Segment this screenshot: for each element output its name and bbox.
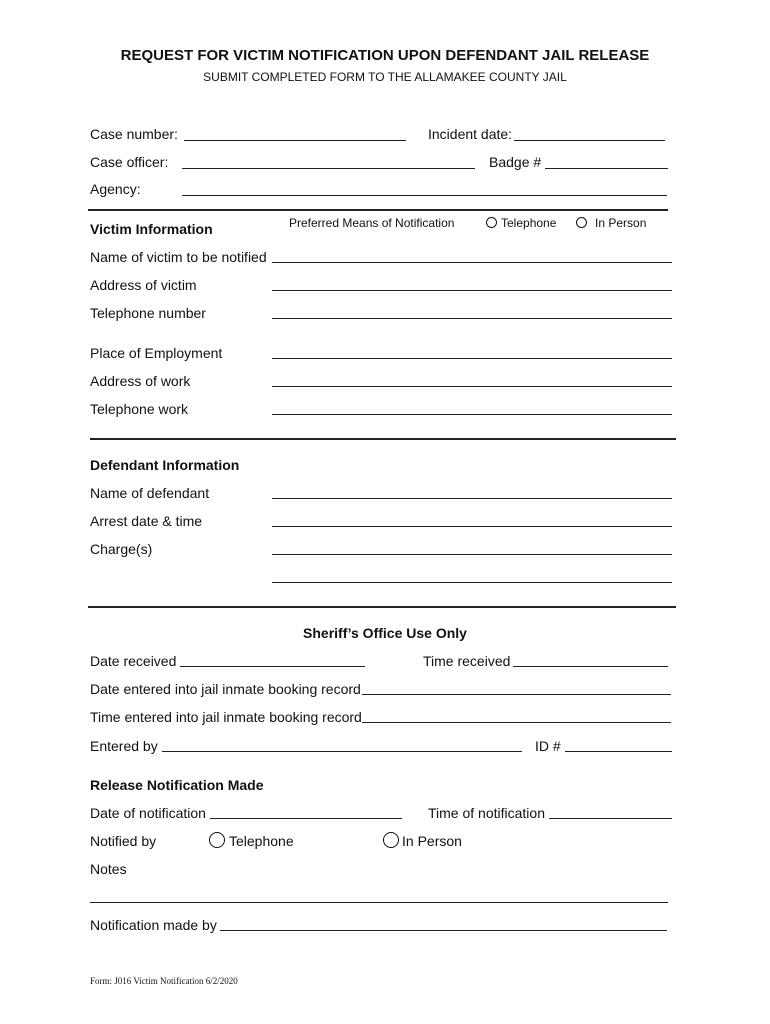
work-telephone-label: Telephone work bbox=[90, 401, 189, 417]
form-title: REQUEST FOR VICTIM NOTIFICATION UPON DEFENDANT JAIL RELEASE bbox=[120, 47, 650, 64]
victim-info-heading: Victim Information bbox=[90, 221, 213, 237]
form-footer-id: Form: J016 Victim Notification 6/2/2020 bbox=[90, 976, 238, 986]
notified-in-person-radio[interactable] bbox=[383, 832, 399, 848]
work-address-field[interactable] bbox=[272, 386, 672, 387]
id-field[interactable] bbox=[565, 751, 672, 752]
release-notification-heading: Release Notification Made bbox=[90, 777, 264, 793]
arrest-date-label: Arrest date & time bbox=[90, 513, 203, 529]
time-received-field[interactable] bbox=[513, 666, 668, 667]
defendant-name-field[interactable] bbox=[272, 498, 672, 499]
employment-label: Place of Employment bbox=[90, 345, 223, 361]
notified-telephone-radio[interactable] bbox=[209, 832, 225, 848]
preferred-notification-label: Preferred Means of Notification bbox=[289, 216, 455, 230]
victim-name-field[interactable] bbox=[272, 262, 672, 263]
in-person-option-label: In Person bbox=[595, 216, 647, 230]
notes-field[interactable] bbox=[90, 902, 668, 903]
victim-address-field[interactable] bbox=[272, 290, 672, 291]
arrest-date-field[interactable] bbox=[272, 526, 672, 527]
notified-in-person-label: In Person bbox=[402, 833, 462, 849]
notification-date-label: Date of notification bbox=[90, 805, 206, 821]
notified-by-label: Notified by bbox=[90, 833, 157, 849]
case-number-label: Case number: bbox=[90, 126, 178, 142]
time-received-label: Time received bbox=[423, 653, 511, 669]
notification-time-label: Time of notification bbox=[428, 805, 545, 821]
charges-field-line-2[interactable] bbox=[272, 582, 672, 583]
victim-telephone-label: Telephone number bbox=[90, 305, 206, 321]
form-subtitle: SUBMIT COMPLETED FORM TO THE ALLAMAKEE COUNTY JAIL bbox=[203, 70, 567, 84]
id-label: ID # bbox=[535, 738, 561, 754]
time-entered-label: Time entered into jail inmate booking record bbox=[90, 709, 362, 725]
section-divider bbox=[90, 438, 676, 440]
date-entered-label: Date entered into jail inmate booking record bbox=[90, 681, 361, 697]
telephone-radio[interactable] bbox=[486, 217, 497, 228]
notification-time-field[interactable] bbox=[549, 818, 672, 819]
notified-telephone-label: Telephone bbox=[229, 833, 294, 849]
victim-address-label: Address of victim bbox=[90, 277, 197, 293]
date-received-field[interactable] bbox=[180, 666, 365, 667]
notification-date-field[interactable] bbox=[210, 818, 402, 819]
badge-label: Badge # bbox=[489, 154, 542, 170]
notes-label: Notes bbox=[90, 861, 127, 877]
date-entered-field[interactable] bbox=[362, 694, 671, 695]
notification-made-by-label: Notification made by bbox=[90, 917, 217, 933]
notification-made-by-field[interactable] bbox=[220, 930, 667, 931]
incident-date-label: Incident date: bbox=[428, 126, 513, 142]
work-telephone-field[interactable] bbox=[272, 414, 672, 415]
case-officer-label: Case officer: bbox=[90, 154, 169, 170]
defendant-name-label: Name of defendant bbox=[90, 485, 210, 501]
defendant-info-heading: Defendant Information bbox=[90, 457, 240, 473]
victim-telephone-field[interactable] bbox=[272, 318, 672, 319]
charges-label: Charge(s) bbox=[90, 541, 153, 557]
date-received-label: Date received bbox=[90, 653, 177, 669]
entered-by-label: Entered by bbox=[90, 738, 158, 754]
section-divider bbox=[88, 209, 668, 211]
badge-field[interactable] bbox=[545, 168, 668, 169]
employment-field[interactable] bbox=[272, 358, 672, 359]
time-entered-field[interactable] bbox=[362, 722, 671, 723]
case-officer-field[interactable] bbox=[182, 168, 475, 169]
incident-date-field[interactable] bbox=[514, 140, 665, 141]
case-number-field[interactable] bbox=[184, 140, 406, 141]
charges-field[interactable] bbox=[272, 554, 672, 555]
agency-field[interactable] bbox=[182, 195, 667, 196]
agency-label: Agency: bbox=[90, 181, 141, 197]
work-address-label: Address of work bbox=[90, 373, 191, 389]
telephone-option-label: Telephone bbox=[501, 216, 557, 230]
victim-name-label: Name of victim to be notified bbox=[90, 249, 267, 265]
in-person-radio[interactable] bbox=[576, 217, 587, 228]
office-use-heading: Sheriff’s Office Use Only bbox=[303, 625, 467, 641]
section-divider bbox=[88, 606, 676, 608]
entered-by-field[interactable] bbox=[162, 751, 522, 752]
